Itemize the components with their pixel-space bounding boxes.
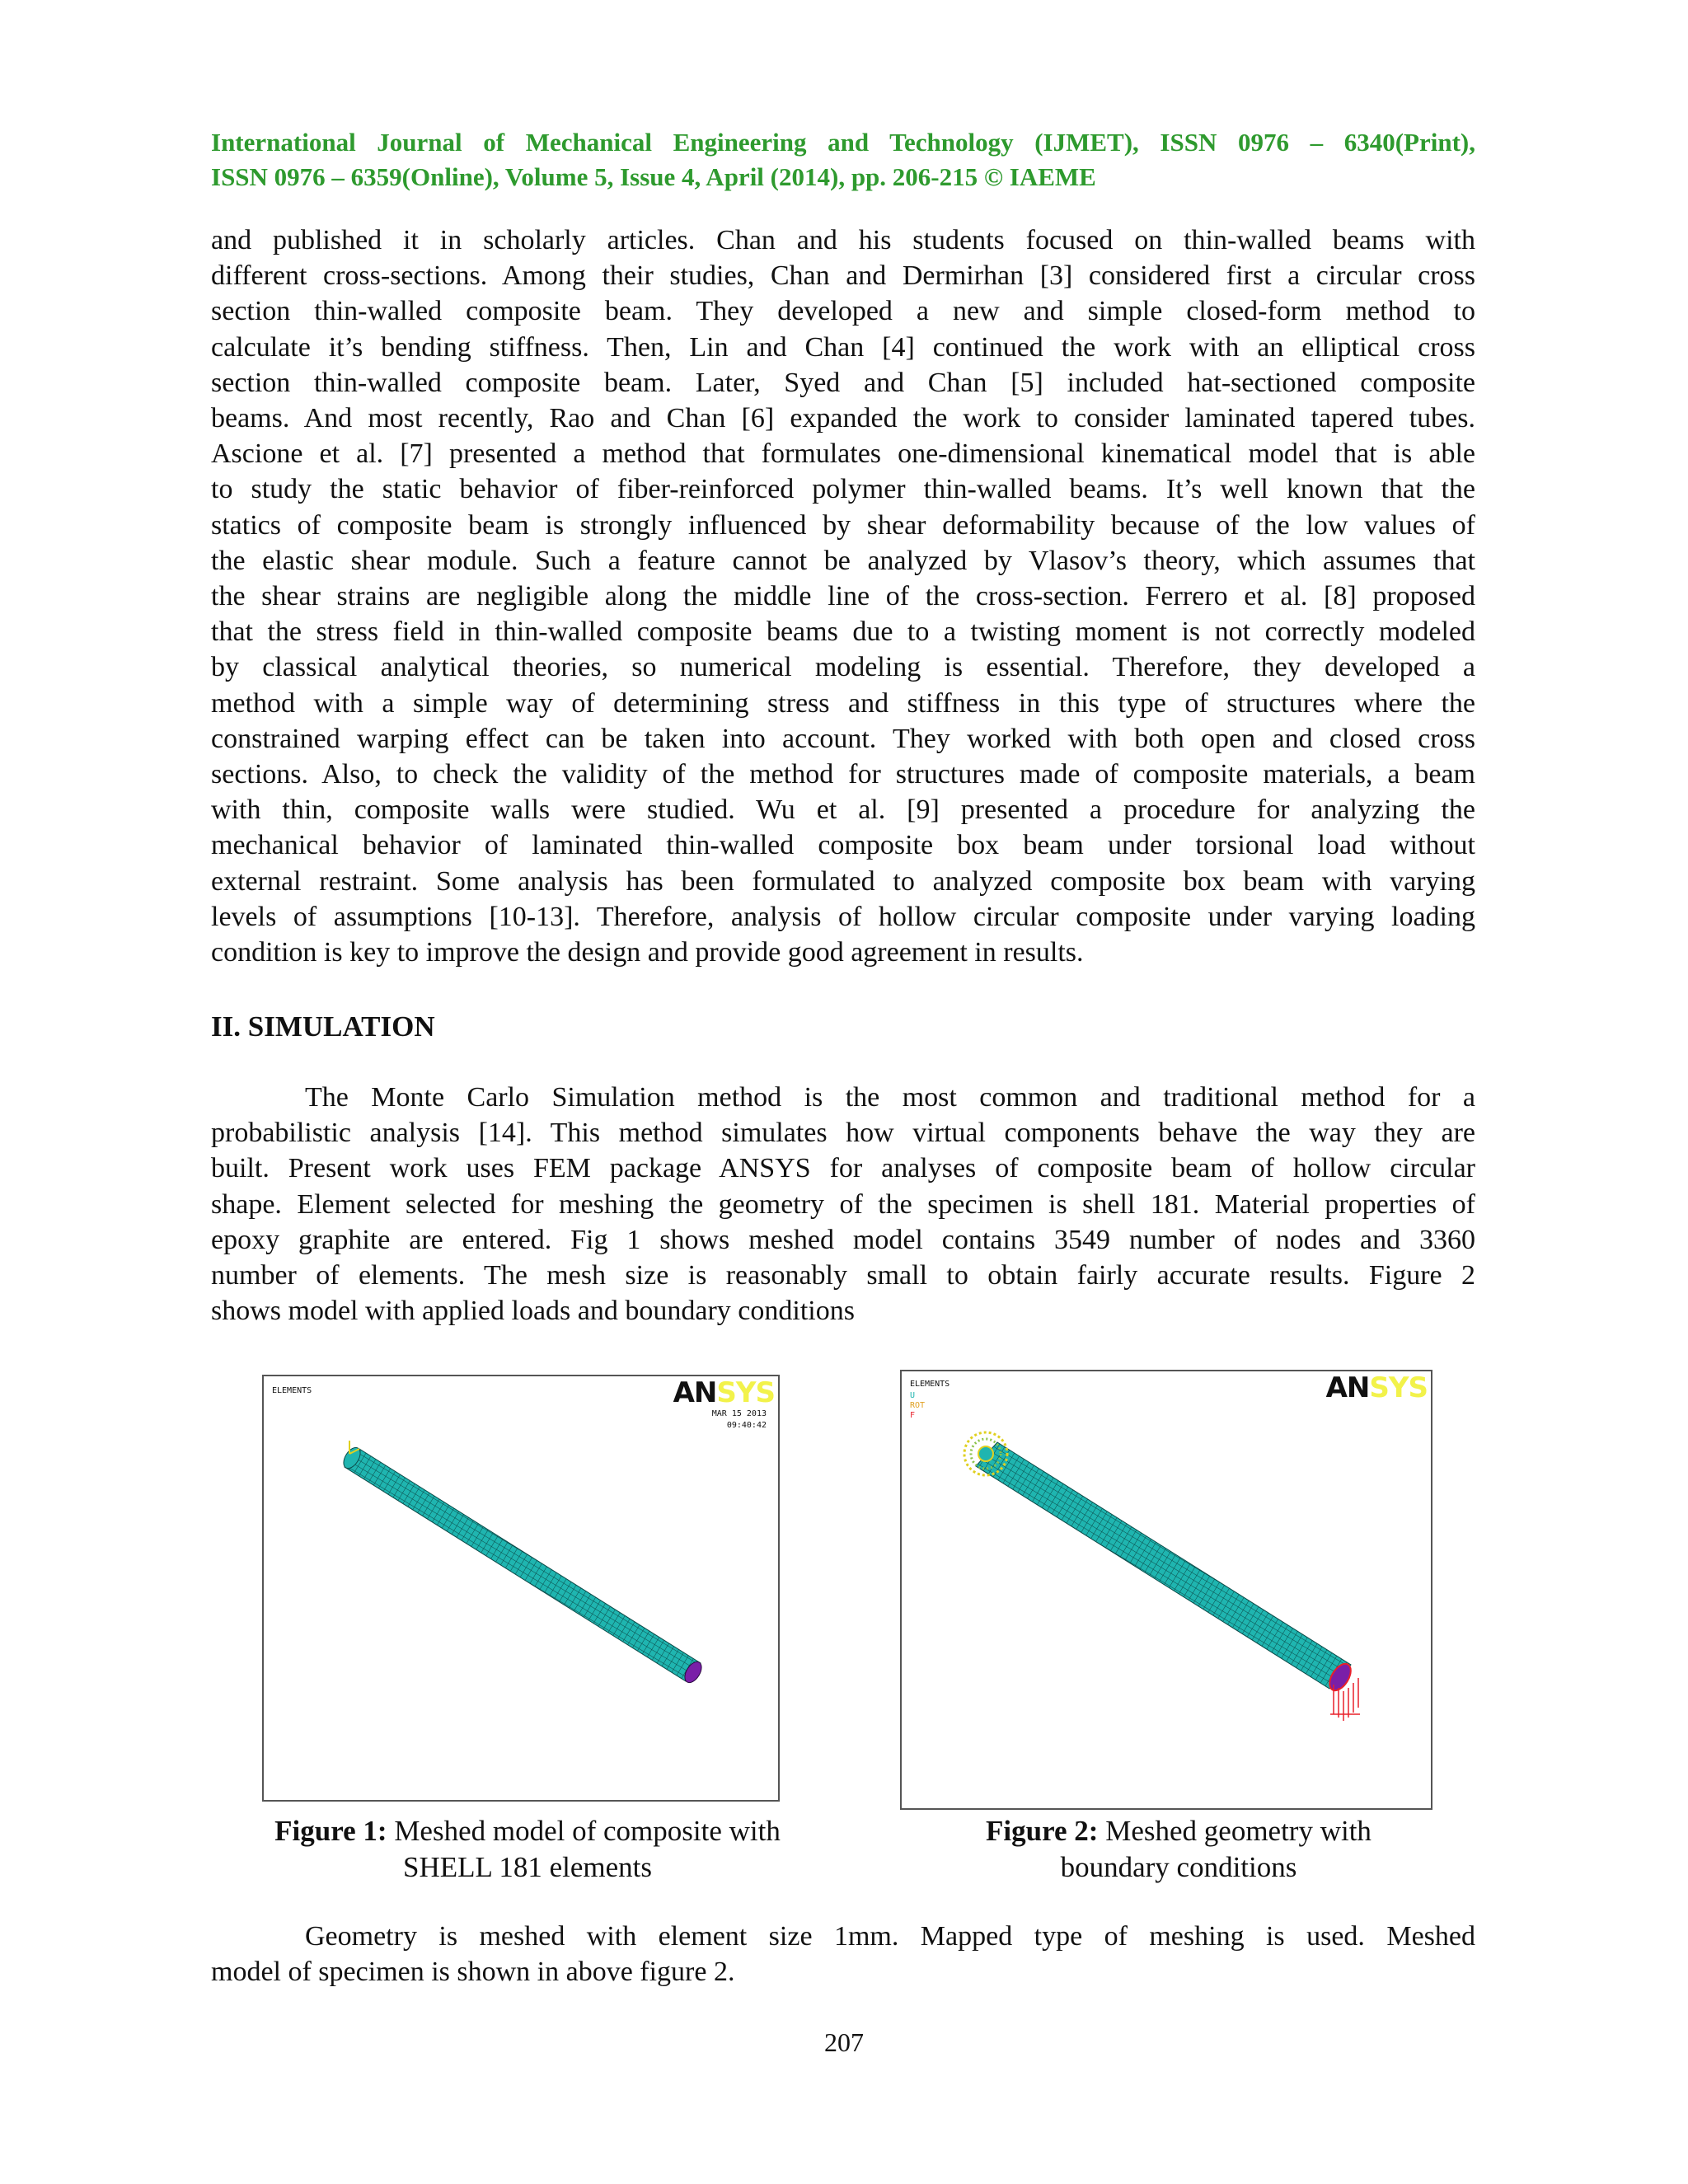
text-line: Geometry is meshed with element size 1mm. Mapped type of meshing is used. Meshed bbox=[305, 1921, 1475, 1952]
ansys-logo-an: AN bbox=[673, 1376, 717, 1409]
text-line: with thin, composite walls were studied. Wu et al. [9] presented a procedure for analyzing the bbox=[211, 794, 1475, 826]
legend-rot: ROT bbox=[910, 1401, 926, 1410]
figure-1-caption bbox=[239, 1813, 816, 1886]
text-line: statics of composite beam is strongly influenced by shear deformability because of the low values of bbox=[211, 509, 1475, 541]
text-line: to study the static behavior of fiber-reinforced polymer thin-walled beams. It’s well known that the bbox=[211, 474, 1475, 505]
plot-time: 09:40:42 bbox=[726, 1421, 767, 1430]
text-line: different cross-sections. Among their studies, Chan and Dermirhan [3] considered first a circular cross bbox=[211, 260, 1475, 292]
figure-1-caption-line-2: SHELL 181 elements bbox=[403, 1851, 652, 1883]
figure-2-caption-text: Meshed geometry with bbox=[1098, 1815, 1372, 1847]
text-line: sections. Also, to check the validity of the method for structures made of composite materials, a beam bbox=[211, 759, 1475, 790]
figure-2-caption-line-2: boundary conditions bbox=[1060, 1851, 1297, 1883]
figure-1-graphic bbox=[264, 1376, 778, 1800]
simulation-paragraph bbox=[211, 1080, 1475, 1329]
ansys-logo-an: AN bbox=[1325, 1371, 1370, 1404]
text-line: built. Present work uses FEM package ANSYS for analyses of composite beam of hollow circular bbox=[211, 1153, 1475, 1184]
text-line: constrained warping effect can be taken into account. They worked with both open and closed cross bbox=[211, 723, 1475, 754]
intro-paragraph bbox=[211, 223, 1475, 970]
legend-f: F bbox=[910, 1411, 916, 1420]
figure-2-caption bbox=[890, 1813, 1467, 1886]
figure-1-meshed-model bbox=[262, 1375, 780, 1802]
text-line: and published it in scholarly articles. Chan and his students focused on thin-walled beams with bbox=[211, 225, 1475, 255]
figure-1-caption-text: Meshed model of composite with bbox=[387, 1815, 781, 1847]
ansys-logo bbox=[1326, 1371, 1428, 1404]
text-line: number of elements. The mesh size is reasonably small to obtain fairly accurate results. Figure 2 bbox=[211, 1260, 1475, 1291]
text-line: method with a simple way of determining stress and stiffness in this type of structures where the bbox=[211, 687, 1475, 719]
journal-header-line-2: ISSN 0976 – 6359(Online), Volume 5, Issue 4, April (2014), pp. 206-215 © IAEME bbox=[211, 162, 1096, 191]
text-line: shape. Element selected for meshing the geometry of the specimen is shell 181. Material properties of bbox=[211, 1188, 1475, 1220]
text-line: Ascione et al. [7] presented a method that formulates one-dimensional kinematical model that is able bbox=[211, 438, 1475, 470]
elements-label: ELEMENTS bbox=[272, 1386, 312, 1395]
text-line: the elastic shear module. Such a feature cannot be analyzed by Vlasov’s theory, which assumes that bbox=[211, 545, 1475, 576]
figure-2-graphic bbox=[902, 1371, 1431, 1808]
plot-date: MAR 15 2013 bbox=[711, 1409, 767, 1418]
section-heading: II. SIMULATION bbox=[211, 1010, 435, 1043]
figure-1-caption-label: Figure 1: bbox=[274, 1815, 387, 1847]
text-line: that the stress field in thin-walled composite beams due to a twisting moment is not correctly modeled bbox=[211, 616, 1475, 648]
journal-header bbox=[211, 125, 1475, 194]
text-line: the shear strains are negligible along the middle line of the cross-section. Ferrero et al. [8] proposed bbox=[211, 581, 1475, 612]
text-line: section thin-walled composite beam. They developed a new and simple closed-form method to bbox=[211, 296, 1475, 327]
text-line: beams. And most recently, Rao and Chan [6] expanded the work to consider laminated tapered tubes. bbox=[211, 403, 1475, 434]
page-number: 207 bbox=[824, 2027, 864, 2057]
elements-label: ELEMENTS bbox=[910, 1380, 950, 1389]
text-line: shows model with applied loads and boundary conditions bbox=[211, 1296, 855, 1327]
text-line: probabilistic analysis [14]. This method simulates how virtual components behave the way they are bbox=[211, 1118, 1475, 1149]
text-line: section thin-walled composite beam. Later, Syed and Chan [5] included hat-sectioned composite bbox=[211, 367, 1475, 398]
ansys-logo bbox=[673, 1376, 775, 1409]
text-line: levels of assumptions [10-13]. Therefore, analysis of hollow circular composite under varying loading bbox=[211, 901, 1475, 932]
ansys-logo-sys: SYS bbox=[716, 1376, 775, 1409]
text-line: The Monte Carlo Simulation method is the most common and traditional method for a bbox=[305, 1082, 1475, 1113]
figure-2-caption-label: Figure 2: bbox=[986, 1815, 1099, 1847]
closing-paragraph bbox=[211, 1919, 1475, 1990]
legend-u: U bbox=[910, 1391, 916, 1400]
text-line: model of specimen is shown in above figure 2. bbox=[211, 1957, 735, 1988]
text-line: calculate it’s bending stiffness. Then, Lin and Chan [4] continued the work with an elliptical cross bbox=[211, 331, 1475, 363]
text-line: epoxy graphite are entered. Fig 1 shows meshed model contains 3549 number of nodes and 3360 bbox=[211, 1224, 1475, 1255]
ansys-logo-sys: SYS bbox=[1369, 1371, 1428, 1404]
journal-header-line-1: International Journal of Mechanical Engineering and Technology (IJMET), ISSN 0976 – 6340(Print), bbox=[211, 128, 1475, 157]
text-line: by classical analytical theories, so numerical modeling is essential. Therefore, they developed a bbox=[211, 652, 1475, 683]
meshed-beam bbox=[340, 1445, 705, 1685]
text-line: mechanical behavior of laminated thin-walled composite box beam under torsional load without bbox=[211, 830, 1475, 861]
text-line: external restraint. Some analysis has been formulated to analyzed composite box beam with varying bbox=[211, 865, 1475, 897]
text-line: condition is key to improve the design and provide good agreement in results. bbox=[211, 937, 1084, 968]
meshed-beam bbox=[976, 1442, 1355, 1694]
figure-2-boundary-conditions bbox=[900, 1370, 1432, 1810]
